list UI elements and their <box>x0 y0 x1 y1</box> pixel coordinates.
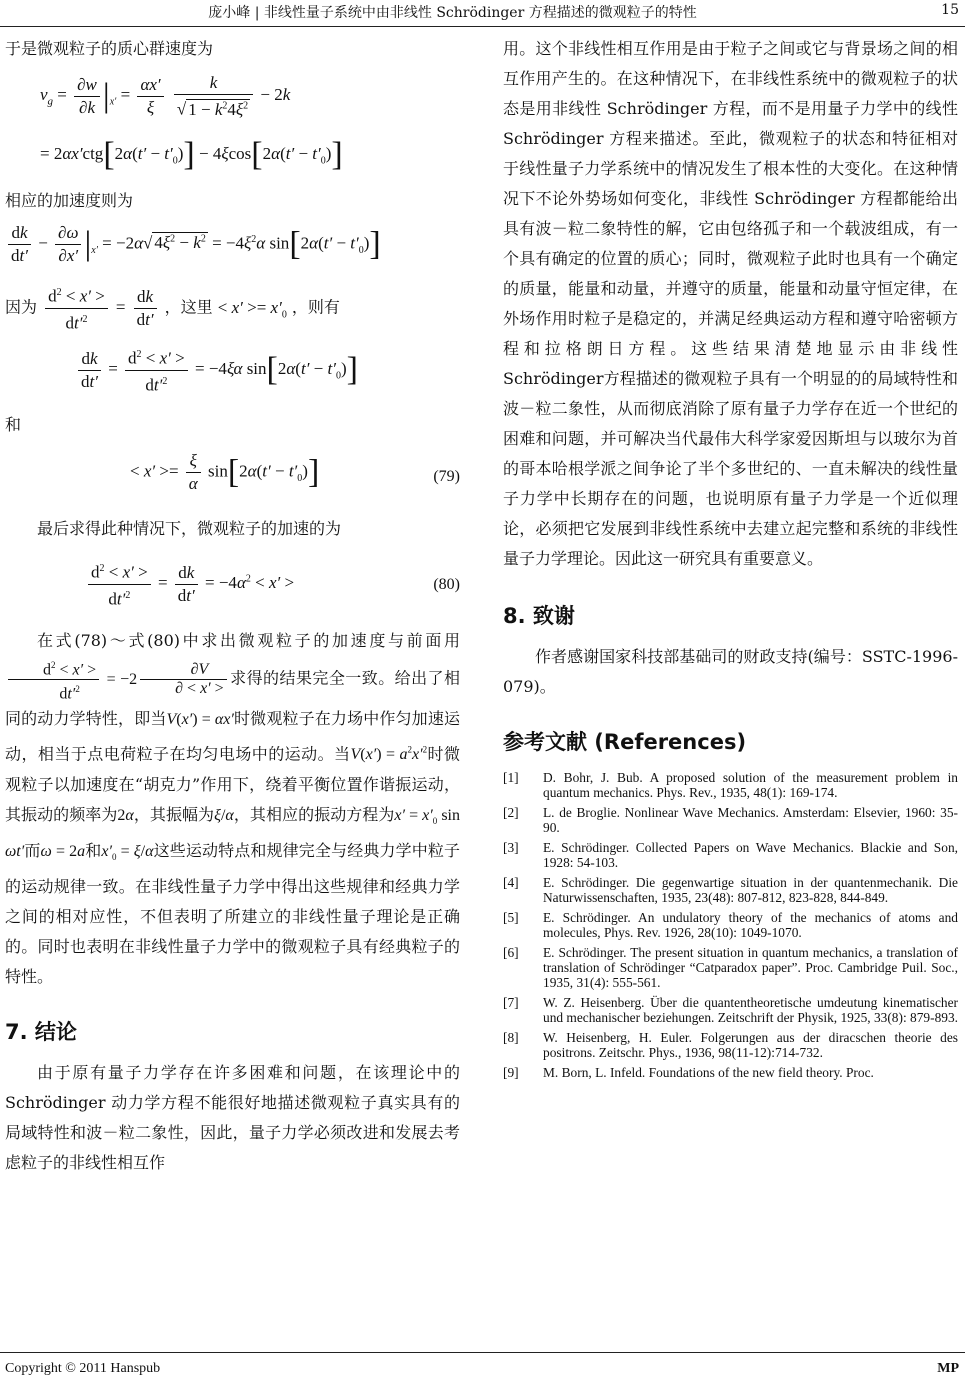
because-line: 因为 $\frac{d^2 < x' >}{dt'^2}$ = $\frac{dk}{dt'}$ ，这里 < $x' >= x'_0$ ，则有 <box>5 278 460 338</box>
reference-list <box>503 770 958 1080</box>
equation-acceleration-2: $\frac{dk}{dt'}$ = $\frac{d^2 < x' >}{dt'^2}$ = −4ξα $\sin[2\alpha(t' - t'_0)]$ <box>75 338 460 410</box>
equation-group-velocity: $v_g$ = $\frac{\partial w}{\partial k}$ $|_{x'}$ = $\frac{\alpha x'}{\xi}$ $\frac{k}{√ 1 - k^24\xi^2}$ − 2k = $2\alpha x'ctg[2\alpha(t' - t'_0)] - 4\xi\cos[2\alpha(t' - t'_0)]$ <box>40 73 343 173</box>
reference-number: [6] <box>503 945 519 960</box>
paragraph: 于是微观粒子的质心群速度为 <box>5 39 214 58</box>
text-run: ，其振幅为 <box>133 804 215 824</box>
text-run: 而 <box>24 841 41 861</box>
left-column <box>5 34 460 1178</box>
paragraph: 和 <box>5 415 22 434</box>
equation-number: (80) <box>433 576 460 593</box>
text-run: 时微观粒子以加速度在“胡克力”作用下，绕着平衡位置作谐振运动，其振动的频率为 <box>5 743 460 824</box>
text-run: 求得的结果完全一致。给出了相同的动力学特性，即当 <box>5 668 460 728</box>
text-here: ，这里 <box>164 297 213 317</box>
reference-item <box>503 910 958 940</box>
right-column <box>503 34 958 1085</box>
text-run: 这些运动特点和规律完全与经典力学中粒子的运动规律一致。在非线性量子力学中得出这些规律和经典力学之间的相对应性，不但表明了所建立的非线性量子理论是正确的。同时也表明在非线性量子力学中的微观粒子具有经典粒子的特性。 <box>5 841 460 987</box>
reference-text: W. Heisenberg, H. Euler. Folgerungen aus der diracschen theorie des positrons. Zeitschr. Phys., 1936, 98(11-12):714-732. <box>543 1030 958 1060</box>
reference-item <box>503 1065 958 1080</box>
section-heading-conclusion: 7. 结论 <box>5 1020 77 1044</box>
reference-number: [3] <box>503 840 519 855</box>
reference-text: L. de Broglie. Nonlinear Wave Mechanics. Amsterdam: Elsevier, 1960: 35-90. <box>543 805 958 835</box>
reference-item <box>503 1030 958 1060</box>
paragraph-discussion: 在式(78)～式(80)中求出微观粒子的加速度与前面用 $\frac{d^2 < x' >}{dt'^2}$ = −2 $\frac{\partial V}{\partial < x' >}$ 求得的结果完全一致。给出了相同的动力学特性，即当V(x′) = αx′时微观粒子在力场中作匀加速运动，相当于点电荷粒子在均匀电场中的运动。当$V(x') = a^2x'^2$时微观粒子以加速度在“胡克力”作用下，绕着平衡位置作谐振运动，其振动的频率为2α，其振幅为ξ/α，其相应的振动方程为$x' = x'_0$ sin ωt′而ω = 2a和$x'_0 = \xi/\alpha$这些运动特点和规律完全与经典力学中粒子的运动规律一致。在非线性量子力学中得出这些规律和经典力学之间的相对应性，不但表明了所建立的非线性量子理论是正确的。同时也表明在非线性量子力学中的微观粒子具有经典粒子的特性。 <box>5 631 460 987</box>
text-run: 时微观粒子在力场中作匀加速运动，相当于点电荷粒子在均匀电场中的运动。当 <box>5 708 460 763</box>
paragraph: 由于原有量子力学存在许多困难和问题，在该理论中的 Schrödinger 动力学方程不能很好地描述微观粒子真实具有的局域特性和波－粒二象性，因此，量子力学必须改进和发展去考虑粒子的非线性相互作 <box>5 1063 460 1172</box>
text-run: ，其相应的振动方程为 <box>233 804 395 824</box>
references-heading: 参考文献 (References) <box>503 730 747 754</box>
reference-item <box>503 995 958 1025</box>
reference-number: [4] <box>503 875 519 890</box>
copyright: Copyright © 2011 Hanspub <box>5 1361 161 1376</box>
reference-text: D. Bohr, J. Bub. A proposed solution of the measurement problem in quantum mechanics. Phys. Rev., 1935, 48(1): 169-174. <box>543 770 958 800</box>
reference-item <box>503 945 958 990</box>
text-then: ，则有 <box>291 297 340 317</box>
reference-item <box>503 875 958 905</box>
paragraph: 最后求得此种情况下，微观粒子的加速的为 <box>37 519 342 538</box>
equation-acceleration: $\frac{dk}{dt'}$ − $\frac{\partial\omega}{\partial x'}$ $|_{x'} = -2\alpha√$ $4\xi^2 - k^2 = -4\xi^2\alpha$ $\sin[2\alpha(t' - t'_0)]$ <box>5 216 460 278</box>
reference-number: [9] <box>503 1065 519 1080</box>
running-title: 庞小峰 | 非线性量子系统中由非线性 Schrödinger 方程描述的微观粒子的特性 <box>208 5 697 21</box>
equation-80: $\frac{d^2 < x' >}{dt'^2}$ = $\frac{dk}{dt'}$ = $-4\alpha^2 < x'$ > (80) <box>5 544 460 626</box>
paragraph: 相应的加速度则为 <box>5 191 134 210</box>
reference-number: [8] <box>503 1030 519 1045</box>
journal-abbrev: MP <box>937 1361 959 1376</box>
section-heading-acknowledgement: 8. 致谢 <box>503 604 575 628</box>
paragraph: 作者感谢国家科技部基础司的财政支持(编号：SSTC-1996-079)。 <box>503 647 958 696</box>
reference-text: W. Z. Heisenberg. Über die quantentheoretische umdeutung kinematischer und mechanischer beziehungen. Zeitschrift der Physik, 1925, 33(8): 879-893. <box>543 995 959 1025</box>
equation-79: < x′ >= $\frac{\xi}{\alpha}$ $\sin[2\alpha(t' - t'_0)]$ (79) <box>130 451 460 493</box>
reference-item <box>503 770 958 800</box>
paragraph: 用。这个非线性相互作用是由于粒子之间或它与背景场之间的相互作用产生的。在这种情况下，在非线性系统中的微观粒子的状态是用非线性 Schrödinger 方程，而不是用量子力学中的线性 Schrödinger 方程来描述。至此，微观粒子的状态和特征相对于线性量子力学系统中的情况发生了根本性的大变化。在这种情况下不论外势场如何变化，非线性 Schrödinger 方程都能给出具有波－粒二象特性的解，它由包络孤子和一个载波组成，有一个具有确定的位置的质心；同时，微观粒子此时也具有一个确定的质量，能量和动量，并遵守的质量，能量和动量守恒定律，在外场作用时粒子是稳定的，并满足经典运动方程和遵守哈密顿方程和拉格朗日方程。这些结果清楚地显示由非线性 Schrödinger方程描述的微观粒子具有一个明显的的局域特性和波－粒二象性，从而彻底消除了原有量子力学存在近一个世纪的困难和问题，并可解决当代最伟大科学家爱因斯坦与以玻尔为首的哥本哈根学派之间争论了半个多世纪的、一直未解决的线性量子力学中长期存在的问题，也说明原有量子力学是一个近似理论，必须把它发展到非线性系统中去建立起完整和系统的非线性量子力学理论。因此这一研究具有重要意义。 <box>503 39 958 568</box>
page-footer <box>0 1352 965 1376</box>
reference-item <box>503 805 958 835</box>
reference-item <box>503 840 958 870</box>
equation-number: (79) <box>433 468 460 485</box>
page-number: 15 <box>941 2 959 18</box>
text-because: 因为 <box>5 297 38 317</box>
reference-text: E. Schrödinger. Die gegenwartige situation in der quantenmechanik. Die Naturwissenschaften, 1935, 23(48): 807-812, 823-828, 844-849. <box>543 875 958 905</box>
reference-number: [1] <box>503 770 519 785</box>
reference-text: E. Schrödinger. An undulatory theory of the mechanics of atoms and molecules, Phys. Rev. 1926, 28(10): 1049-1070. <box>543 910 958 940</box>
reference-text: M. Born, L. Infeld. Foundations of the new field theory. Proc. <box>543 1065 874 1080</box>
reference-number: [2] <box>503 805 519 820</box>
text-run: 在式(78)～式(80)中求出微观粒子的加速度与前面用 <box>37 631 460 650</box>
reference-number: [5] <box>503 910 519 925</box>
reference-text: E. Schrödinger. Collected Papers on Wave Mechanics. Blackie and Son, 1928: 54-103. <box>543 840 958 870</box>
text-run: 和 <box>85 841 102 861</box>
page-header <box>0 0 965 27</box>
reference-number: [7] <box>503 995 519 1010</box>
reference-text: E. Schrödinger. The present situation in quantum mechanics, a translation of translation of Schrödinger “Catparadox paper”. Proc. Cambridge Puil. Soc., 1935, 31(4): 555-561. <box>543 945 958 990</box>
